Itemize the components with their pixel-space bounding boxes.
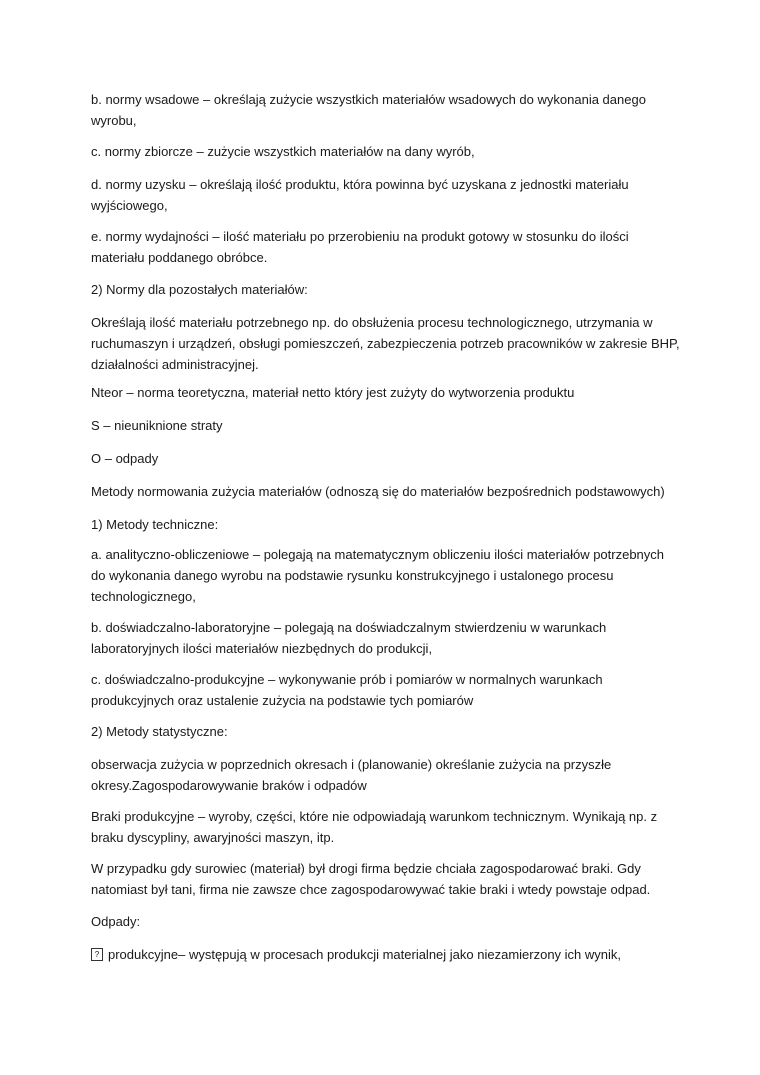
paragraph-straty: S – nieuniknione straty (91, 418, 223, 433)
bullet-icon: ? (91, 948, 103, 961)
bullet-item-produkcyjne: produkcyjne– występują w procesach produkcji materialnej jako niezamierzony ich wynik, (108, 947, 622, 962)
paragraph-produkcyjne: c. doświadczalno-produkcyjne – wykonywanie prób i pomiarów w normalnych warunkach produkcyjnych oraz ustalenie zużycia na podstawie tych pomiarów (91, 672, 603, 708)
heading-normy-pozostale: 2) Normy dla pozostałych materiałów: (91, 282, 308, 297)
paragraph-obserwacja: obserwacja zużycia w poprzednich okresach i (planowanie) określanie zużycia na przyszłe okresy.Zagospodarowywanie braków i odpadów (91, 757, 612, 793)
paragraph-normy-wydajnosci: e. normy wydajności – ilość materiału po przerobieniu na produkt gotowy w stosunku do ilości materiału poddanego obróbce. (91, 229, 629, 265)
paragraph-laboratoryjne: b. doświadczalno-laboratoryjne – polegają na doświadczalnym stwierdzeniu w warunkach laboratoryjnych ilości materiałów niezbędnych do produkcji, (91, 620, 607, 656)
paragraph-przypadek-surowiec: W przypadku gdy surowiec (materiał) był drogi firma będzie chciała zagospodarować braki. Gdy natomiast był tani, firma nie zawsze chce zagospodarowywać takie braki i wtedy powstaje odpad. (91, 861, 651, 897)
paragraph-braki-produkcyjne: Braki produkcyjne – wyroby, części, które nie odpowiadają warunkom technicznym. Wynikają np. z braku dyscypliny, awaryjności maszyn, itp. (91, 809, 658, 845)
paragraph-metody-normowania: Metody normowania zużycia materiałów (odnoszą się do materiałów bezpośrednich podstawowych) (91, 484, 665, 499)
heading-odpady: Odpady: (91, 914, 141, 929)
heading-metody-statystyczne: 2) Metody statystyczne: (91, 724, 228, 739)
paragraph-normy-uzysku: d. normy uzysku – określają ilość produktu, która powinna być uzyskana z jednostki materiału wyjściowego, (91, 177, 629, 213)
paragraph-normy-wsadowe: b. normy wsadowe – określają zużycie wszystkich materiałów wsadowych do wykonania danego wyrobu, (91, 92, 646, 128)
paragraph-analityczno: a. analityczno-obliczeniowe – polegają na matematycznym obliczeniu ilości materiałów potrzebnych do wykonania danego wyrobu na podstawie rysunku konstrukcyjnego i ustalonego procesu technologicznego, (91, 547, 665, 604)
paragraph-odpady-o: O – odpady (91, 451, 159, 466)
paragraph-normy-zbiorcze: c. normy zbiorcze – zużycie wszystkich materiałów na dany wyrób, (91, 144, 475, 159)
paragraph-okreslaja: Określają ilość materiału potrzebnego np. do obsłużenia procesu technologicznego, utrzymania w ruchumaszyn i urządzeń, obsługi pomieszczeń, zabezpieczenia potrzeb pracowników w zakresie BHP, działalności administracyjnej. (91, 315, 680, 372)
paragraph-nteor: Nteor – norma teoretyczna, materiał netto który jest zużyty do wytworzenia produktu (91, 385, 575, 400)
heading-metody-techniczne: 1) Metody techniczne: (91, 517, 219, 532)
